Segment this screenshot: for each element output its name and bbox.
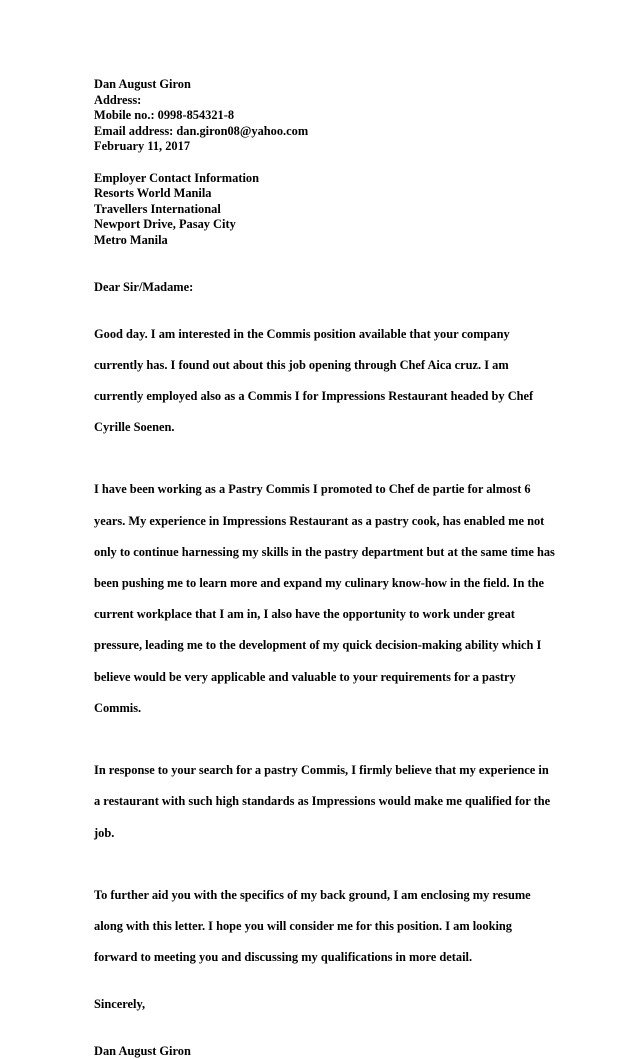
paragraph-line: a restaurant with such high standards as Impressions would make me qualified for the — [94, 794, 551, 809]
employer-line: Metro Manila — [94, 232, 168, 247]
paragraph-line: In response to your search for a pastry Commis, I firmly believe that my experience in — [94, 763, 549, 778]
paragraph-line: only to continue harnessing my skills in the pastry department but at the same time has — [94, 544, 555, 559]
sender-block — [94, 77, 564, 155]
paragraph-line: been pushing me to learn more and expand my culinary know-how in the field. In the — [94, 576, 545, 590]
sender-address-label: Address: — [94, 92, 142, 107]
paragraph-line: forward to meeting you and discussing my qualifications in more detail. — [94, 950, 473, 965]
body-paragraph-4 — [94, 872, 564, 981]
spacer — [94, 981, 564, 997]
spacer — [94, 1013, 564, 1044]
paragraph-line: pressure, leading me to the development of my quick decision-making ability which I — [94, 638, 542, 653]
closing: Sincerely, — [94, 997, 146, 1012]
paragraph-line: Good day. I am interested in the Commis position available that your company — [94, 326, 510, 341]
employer-block — [94, 171, 564, 249]
employer-heading: Employer Contact Information — [94, 170, 259, 185]
paragraph-line: believe would be very applicable and valuable to your requirements for a pastry — [94, 669, 516, 684]
spacer — [94, 732, 564, 748]
salutation: Dear Sir/Madame: — [94, 279, 194, 294]
paragraph-line: I have been working as a Pastry Commis I promoted to Chef de partie for almost 6 — [94, 482, 531, 497]
paragraph-line: current workplace that I am in, I also have the opportunity to work under great — [94, 607, 515, 622]
paragraph-line: job. — [94, 825, 115, 840]
paragraph-line: To further aid you with the specifics of my back ground, I am enclosing my resume — [94, 887, 531, 902]
employer-line: Travellers International — [94, 201, 221, 216]
body-paragraph-3 — [94, 748, 564, 857]
paragraph-line: currently employed also as a Commis I for Impressions Restaurant headed by Chef — [94, 388, 534, 403]
spacer — [94, 155, 564, 171]
paragraph-line: years. My experience in Impressions Restaurant as a pastry cook, has enabled me not — [94, 513, 545, 528]
body-paragraph-2 — [94, 467, 564, 732]
paragraph-line: along with this letter. I hope you will consider me for this position. I am looking — [94, 919, 512, 934]
sender-email: Email address: dan.giron08@yahoo.com — [94, 123, 309, 138]
letter-date: February 11, 2017 — [94, 139, 191, 154]
spacer — [94, 249, 564, 280]
paragraph-line: Cyrille Soenen. — [94, 420, 175, 435]
body-paragraph-1 — [94, 311, 564, 451]
sender-mobile: Mobile no.: 0998-854321-8 — [94, 108, 235, 123]
spacer — [94, 451, 564, 467]
paragraph-line: currently has. I found out about this job opening through Chef Aica cruz. I am — [94, 357, 509, 372]
employer-line: Newport Drive, Pasay City — [94, 217, 236, 232]
spacer — [94, 857, 564, 873]
spacer — [94, 295, 564, 311]
sender-name: Dan August Giron — [94, 77, 191, 91]
cover-letter — [94, 77, 564, 1059]
employer-line: Resorts World Manila — [94, 186, 212, 201]
paragraph-line: Commis. — [94, 700, 142, 715]
signature-name: Dan August Giron — [94, 1043, 191, 1058]
